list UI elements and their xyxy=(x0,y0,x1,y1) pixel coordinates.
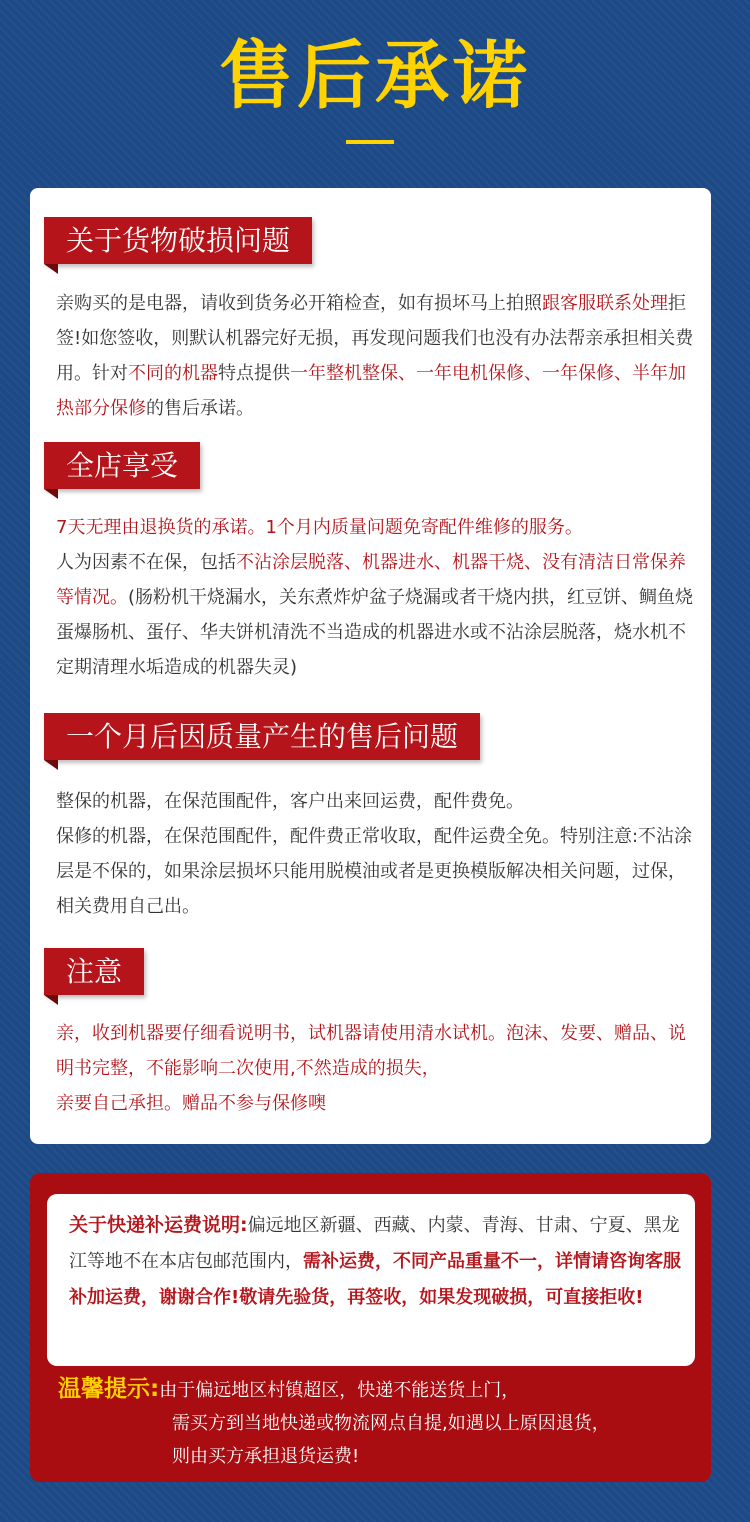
shipping-fee-note: 需补运费，不同产品重量不一，详情请咨询客服补加运费，谢谢合作!敬请先验货，再签收，如果发现破损，可直接拒收! xyxy=(69,1251,681,1308)
section-body-after-month xyxy=(56,784,696,924)
shipping-regions: 偏远地区新疆、西藏、内蒙、青海、甘肃、宁夏、黑龙江等地不在本店包邮范围内， xyxy=(69,1215,680,1272)
warm-tip-line2: 需买方到当地快递或物流网点自提,如遇以上原因退货， xyxy=(172,1413,610,1434)
section-heading-damage: 关于货物破损问题 xyxy=(44,217,312,264)
body-text: (肠粉机干烧漏水，关东煮炸炉盆子烧漏或者干烧内拱，红豆饼、鲷鱼烧蛋爆肠机、蛋仔、华夫饼机清洗不当造成的机器进水或不沾涂层脱落，烧水机不定期清理水垢造成的机器失灵) xyxy=(56,587,694,678)
highlight-text: 亲，收到机器要仔细看说明书，试机器请使用清水试机。泡沫、发要、赠品、说明书完整，不能影响二次使用,不然造成的损失， xyxy=(56,1023,686,1079)
section-body-store-benefits xyxy=(56,510,696,685)
highlight-text: 亲要自己承担。赠品不参与保修噢 xyxy=(56,1093,326,1114)
highlight-text: 跟客服联系处理 xyxy=(542,293,668,314)
body-text: 保修的机器，在保范围配件，配件费正常收取，配件运费全免。特别注意:不沾涂层是不保的，如果涂层损坏只能用脱模油或者是更换模版解决相关问题，过保，相关费用自己出。 xyxy=(56,826,693,917)
page-title: 售后承诺 xyxy=(219,33,531,119)
shipping-notice-box xyxy=(30,1173,711,1482)
warm-tip-line3: 则由买方承担退货运费! xyxy=(172,1446,360,1467)
shipping-info-text xyxy=(69,1207,681,1316)
body-text: 的售后承诺。 xyxy=(146,398,254,419)
section-body-damage xyxy=(56,286,696,426)
body-text: 人为因素不在保，包括 xyxy=(56,552,236,573)
policy-card xyxy=(30,188,711,1144)
body-text: 亲购买的是电器，请收到货务必开箱检查，如有损坏马上拍照 xyxy=(56,293,542,314)
section-heading-notice: 注意 xyxy=(44,948,144,995)
section-heading-after-month: 一个月后因质量产生的售后问题 xyxy=(44,713,480,760)
shipping-lead: 关于快递补运费说明: xyxy=(69,1214,248,1236)
section-heading-store-benefits: 全店享受 xyxy=(44,442,200,489)
shipping-info-panel xyxy=(47,1194,695,1366)
highlight-text: 不同的机器 xyxy=(128,363,218,384)
section-body-notice xyxy=(56,1016,696,1121)
warm-tip-line1: 由于偏远地区村镇超区，快递不能送货上门， xyxy=(159,1380,520,1401)
highlight-text: 不沾涂层脱落、机器进水、机器干烧、没有清洁日常保养等情况。 xyxy=(56,552,686,608)
title-underline xyxy=(346,140,394,144)
warm-tip-label: 温馨提示: xyxy=(58,1376,160,1402)
highlight-text: 7天无理由退换货的承诺。1个月内质量问题免寄配件维修的服务。 xyxy=(56,517,583,538)
body-text: 特点提供 xyxy=(218,363,290,384)
highlight-text: 一年整机整保、一年电机保修、一年保修、半年加热部分保修 xyxy=(56,363,686,419)
body-text: 整保的机器，在保范围配件，客户出来回运费，配件费免。 xyxy=(56,791,524,812)
warm-tip xyxy=(58,1373,688,1473)
body-text: 拒签!如您签收，则默认机器完好无损，再发现问题我们也没有办法帮亲承担相关费用。针对 xyxy=(56,293,694,384)
